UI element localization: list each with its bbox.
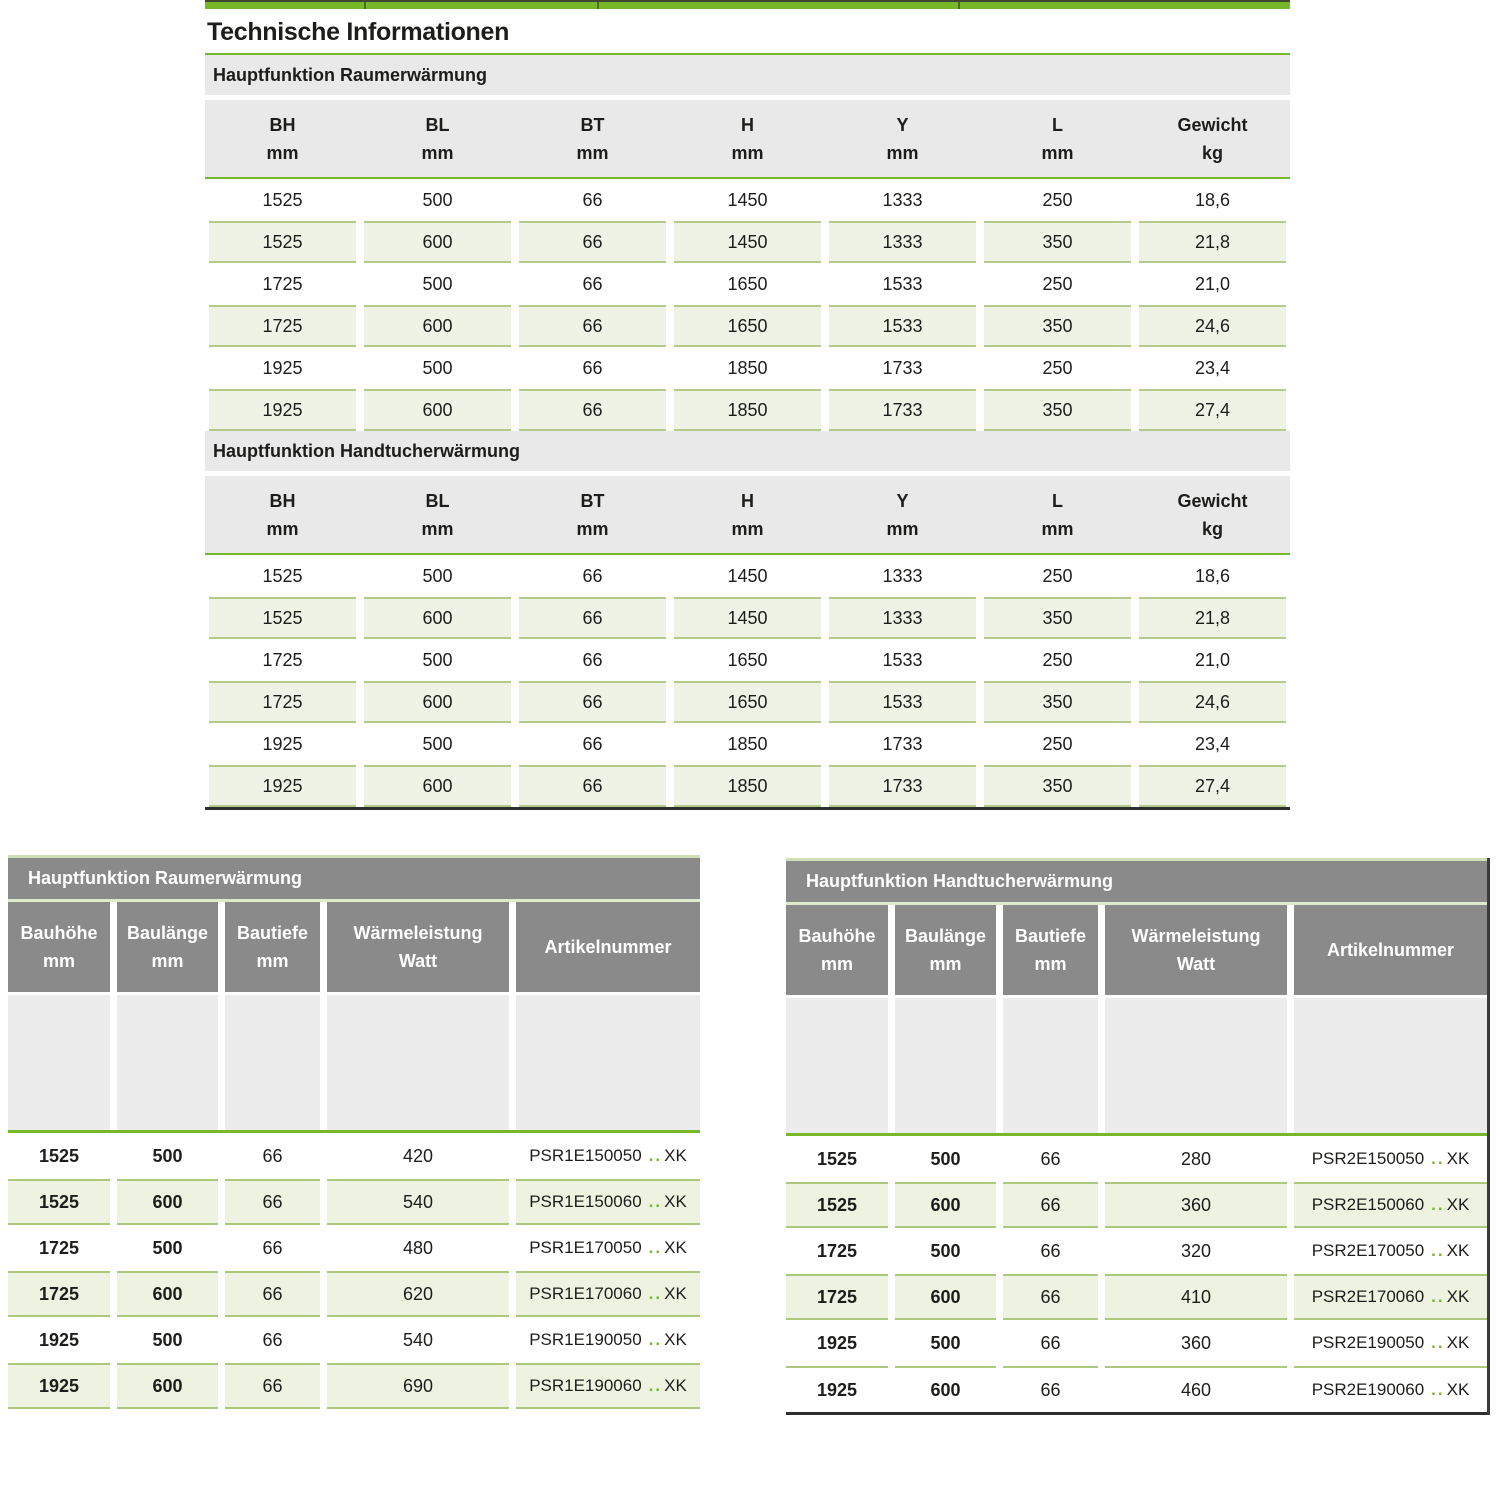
cell-gewicht: 21,0 [1194, 649, 1231, 670]
cell-y: 1533 [829, 681, 976, 723]
cell-h: 1650 [674, 305, 821, 347]
cell-bautiefe: 66 [1003, 1366, 1098, 1412]
cell-h: 1850 [727, 733, 768, 754]
cell-bl: 500 [422, 565, 453, 586]
table-row [786, 1136, 1487, 1182]
column-header-gewicht: Gewicht kg [1177, 490, 1248, 539]
cell-waermeleistung: 540 [402, 1329, 434, 1350]
cell-bl: 600 [364, 305, 511, 347]
cell-bh: 1725 [209, 305, 356, 347]
cell-waermeleistung: 420 [402, 1145, 434, 1166]
column-header-artikelnummer: Artikelnummer [516, 902, 700, 992]
artikel-dots: .. [648, 1376, 663, 1395]
cell-bt: 66 [582, 649, 603, 670]
cell-h: 1450 [727, 565, 768, 586]
cell-h: 1650 [727, 649, 768, 670]
empty-spacer-row [8, 995, 700, 1130]
page-title: Technische Informationen [207, 18, 510, 46]
cell-baulaenge: 500 [152, 1329, 183, 1350]
cell-waermeleistung: 460 [1105, 1366, 1287, 1412]
cell-baulaenge: 500 [930, 1148, 961, 1169]
order-rows [8, 1133, 700, 1409]
artikel-code: PSR2E150060 [1311, 1195, 1425, 1214]
table-row [8, 1363, 700, 1409]
artikel-code: PSR2E190050 [1311, 1333, 1425, 1352]
cell-bh: 1725 [209, 681, 356, 723]
cell-bautiefe: 66 [1040, 1240, 1061, 1261]
bar-tick [958, 2, 960, 9]
table-row [786, 1366, 1487, 1412]
cell-baulaenge: 500 [152, 1145, 183, 1166]
order-column-headers [8, 902, 700, 992]
cell-bt: 66 [519, 389, 666, 431]
cell-bt: 66 [582, 357, 603, 378]
cell-bl: 500 [422, 649, 453, 670]
top-green-bar [205, 0, 1290, 9]
cell-bh: 1525 [262, 565, 303, 586]
column-header-y: Y mm [886, 490, 919, 539]
cell-artikelnummer [516, 1363, 700, 1409]
cell-baulaenge: 500 [930, 1240, 961, 1261]
cell-baulaenge: 600 [895, 1182, 996, 1228]
cell-waermeleistung: 480 [402, 1237, 434, 1258]
cell-waermeleistung: 620 [327, 1271, 509, 1317]
cell-h: 1450 [674, 221, 821, 263]
artikel-suffix: XK [1446, 1333, 1470, 1352]
dimension-rows-raumerwaermung [205, 179, 1290, 431]
artikel-code: PSR2E170050 [1311, 1241, 1425, 1260]
cell-waermeleistung: 280 [1180, 1148, 1212, 1169]
cell-gewicht: 21,8 [1139, 597, 1286, 639]
cell-y: 1333 [882, 189, 923, 210]
cell-bautiefe: 66 [1040, 1332, 1061, 1353]
cell-l: 250 [1042, 189, 1073, 210]
table-row [205, 347, 1290, 389]
cell-baulaenge: 600 [117, 1363, 218, 1409]
column-header-bt: BT mm [576, 490, 609, 539]
column-header-h: H mm [731, 490, 764, 539]
cell-bautiefe: 66 [1003, 1274, 1098, 1320]
cell-waermeleistung: 360 [1105, 1182, 1287, 1228]
artikel-suffix: XK [664, 1146, 687, 1165]
cell-bh: 1525 [209, 221, 356, 263]
artikel-dots: .. [648, 1146, 663, 1165]
table-row [786, 1228, 1487, 1274]
artikel-dots: .. [648, 1330, 663, 1349]
cell-gewicht: 27,4 [1139, 389, 1286, 431]
cell-gewicht: 27,4 [1139, 765, 1286, 807]
artikel-code: PSR1E170060 [529, 1284, 642, 1303]
cell-h: 1850 [674, 389, 821, 431]
order-column-headers [786, 905, 1487, 995]
cell-bt: 66 [519, 221, 666, 263]
artikel-suffix: XK [1446, 1149, 1470, 1168]
table-row [205, 723, 1290, 765]
artikel-code: PSR1E170050 [529, 1238, 642, 1257]
cell-gewicht: 18,6 [1194, 189, 1231, 210]
table-row [205, 555, 1290, 597]
cell-y: 1533 [829, 305, 976, 347]
cell-l: 250 [1042, 273, 1073, 294]
cell-gewicht: 23,4 [1194, 733, 1231, 754]
cell-baulaenge: 600 [895, 1274, 996, 1320]
artikel-code: PSR1E190060 [529, 1376, 642, 1395]
column-header-l: L mm [1041, 114, 1074, 163]
cell-l: 250 [1042, 649, 1073, 670]
cell-bt: 66 [519, 597, 666, 639]
cell-bauhoehe: 1725 [8, 1271, 110, 1317]
column-header-waermeleistung: Wärmeleistung Watt [1105, 905, 1287, 995]
order-table-handtucherwaermung [786, 858, 1490, 1415]
cell-l: 350 [984, 305, 1131, 347]
table-row [8, 1225, 700, 1271]
table-row [786, 1320, 1487, 1366]
artikel-suffix: XK [1446, 1287, 1470, 1306]
order-rows [786, 1136, 1487, 1412]
cell-l: 350 [984, 765, 1131, 807]
cell-bautiefe: 66 [262, 1145, 283, 1166]
cell-waermeleistung: 320 [1180, 1240, 1212, 1261]
artikel-code: PSR1E190050 [529, 1330, 642, 1349]
table-row [786, 1182, 1487, 1228]
cell-bt: 66 [582, 565, 603, 586]
artikel-code: PSR1E150050 [529, 1146, 642, 1165]
cell-l: 250 [1042, 357, 1073, 378]
cell-bl: 600 [364, 221, 511, 263]
cell-bauhoehe: 1525 [8, 1179, 110, 1225]
artikel-suffix: XK [1446, 1195, 1470, 1214]
artikel-code: PSR2E170060 [1311, 1287, 1425, 1306]
cell-waermeleistung: 540 [327, 1179, 509, 1225]
empty-spacer-row [786, 998, 1487, 1133]
table-row [205, 305, 1290, 347]
cell-gewicht: 21,0 [1194, 273, 1231, 294]
table-row [205, 221, 1290, 263]
artikel-code: PSR2E190060 [1311, 1380, 1425, 1399]
artikel-dots: .. [648, 1238, 663, 1257]
cell-artikelnummer [1294, 1366, 1487, 1412]
column-header-bh: BH mm [266, 114, 299, 163]
column-header-artikelnummer: Artikelnummer [1294, 905, 1487, 995]
cell-l: 350 [984, 221, 1131, 263]
cell-bh: 1525 [262, 189, 303, 210]
column-header-bautiefe: Bautiefe mm [1003, 905, 1098, 995]
table-row [205, 639, 1290, 681]
cell-bl: 600 [364, 681, 511, 723]
column-header-gewicht: Gewicht kg [1177, 114, 1248, 163]
table-row [205, 681, 1290, 723]
artikel-dots: .. [1431, 1149, 1445, 1168]
cell-gewicht: 24,6 [1139, 305, 1286, 347]
cell-h: 1650 [727, 273, 768, 294]
column-header-bt: BT mm [576, 114, 609, 163]
cell-bauhoehe: 1525 [816, 1148, 858, 1169]
cell-bl: 600 [364, 597, 511, 639]
cell-bautiefe: 66 [1003, 1182, 1098, 1228]
cell-y: 1533 [882, 273, 923, 294]
column-header-h: H mm [731, 114, 764, 163]
cell-y: 1733 [829, 389, 976, 431]
cell-bl: 600 [364, 765, 511, 807]
cell-bl: 500 [422, 189, 453, 210]
column-header-bl: BL mm [421, 490, 454, 539]
cell-waermeleistung: 360 [1180, 1332, 1212, 1353]
cell-gewicht: 21,8 [1139, 221, 1286, 263]
cell-bautiefe: 66 [225, 1179, 320, 1225]
artikel-dots: .. [648, 1284, 663, 1303]
column-header-bautiefe: Bautiefe mm [225, 902, 320, 992]
cell-l: 250 [1042, 733, 1073, 754]
cell-bauhoehe: 1725 [816, 1240, 858, 1261]
cell-waermeleistung: 410 [1105, 1274, 1287, 1320]
table-row [205, 179, 1290, 221]
cell-h: 1450 [727, 189, 768, 210]
artikel-dots: .. [1431, 1380, 1445, 1399]
cell-waermeleistung: 690 [327, 1363, 509, 1409]
cell-bauhoehe: 1725 [38, 1237, 80, 1258]
cell-bl: 500 [422, 733, 453, 754]
table-row [8, 1317, 700, 1363]
cell-l: 350 [984, 597, 1131, 639]
cell-y: 1733 [829, 765, 976, 807]
table-row [786, 1274, 1487, 1320]
cell-bauhoehe: 1925 [786, 1366, 888, 1412]
cell-l: 350 [984, 681, 1131, 723]
table-row [205, 765, 1290, 807]
cell-bh: 1725 [262, 273, 303, 294]
column-header-y: Y mm [886, 114, 919, 163]
artikel-suffix: XK [1446, 1241, 1470, 1260]
cell-bl: 600 [364, 389, 511, 431]
order-table-title: Hauptfunktion Raumerwärmung [8, 855, 700, 899]
cell-bl: 500 [422, 357, 453, 378]
column-header-baulaenge: Baulänge mm [117, 902, 218, 992]
table-row [8, 1271, 700, 1317]
dimension-rows-handtucherwaermung [205, 555, 1290, 807]
table-row [205, 263, 1290, 305]
table-row [8, 1179, 700, 1225]
table-row [205, 597, 1290, 639]
artikel-dots: .. [1431, 1287, 1445, 1306]
cell-bauhoehe: 1925 [8, 1363, 110, 1409]
cell-bt: 66 [582, 273, 603, 294]
table-row [205, 389, 1290, 431]
cell-bauhoehe: 1925 [38, 1329, 80, 1350]
cell-bautiefe: 66 [262, 1329, 283, 1350]
cell-bauhoehe: 1525 [786, 1182, 888, 1228]
section-header-handtucherwaermung: Hauptfunktion Handtucherwärmung [205, 431, 1290, 471]
cell-gewicht: 24,6 [1139, 681, 1286, 723]
dimension-column-headers [205, 476, 1290, 553]
cell-artikelnummer [1294, 1136, 1487, 1182]
artikel-dots: .. [1431, 1195, 1445, 1214]
cell-bh: 1725 [262, 649, 303, 670]
cell-bh: 1925 [262, 733, 303, 754]
cell-y: 1733 [882, 733, 923, 754]
artikel-suffix: XK [1446, 1380, 1470, 1399]
cell-y: 1533 [882, 649, 923, 670]
cell-bt: 66 [519, 681, 666, 723]
cell-bh: 1525 [209, 597, 356, 639]
cell-bl: 500 [422, 273, 453, 294]
artikel-suffix: XK [664, 1238, 687, 1257]
table-row [8, 1133, 700, 1179]
column-header-l: L mm [1041, 490, 1074, 539]
cell-baulaenge: 600 [117, 1271, 218, 1317]
technical-info-block [205, 0, 1290, 810]
column-header-bh: BH mm [266, 490, 299, 539]
artikel-code: PSR2E150050 [1311, 1149, 1425, 1168]
cell-artikelnummer [1294, 1182, 1487, 1228]
column-header-bauhoehe: Bauhöhe mm [786, 905, 888, 995]
cell-bt: 66 [582, 189, 603, 210]
table-bottom-border [205, 807, 1290, 810]
cell-bauhoehe: 1525 [38, 1145, 80, 1166]
cell-bt: 66 [519, 305, 666, 347]
cell-l: 250 [1042, 565, 1073, 586]
cell-bh: 1925 [209, 765, 356, 807]
section-header-raumerwaermung: Hauptfunktion Raumerwärmung [205, 55, 1290, 95]
bar-tick [364, 2, 366, 9]
cell-artikelnummer [516, 1317, 700, 1363]
table-bottom-border [786, 1412, 1487, 1415]
cell-bautiefe: 66 [225, 1271, 320, 1317]
artikel-suffix: XK [664, 1330, 687, 1349]
cell-baulaenge: 500 [152, 1237, 183, 1258]
cell-bautiefe: 66 [262, 1237, 283, 1258]
order-table-title: Hauptfunktion Handtucherwärmung [786, 858, 1487, 902]
cell-bauhoehe: 1725 [786, 1274, 888, 1320]
cell-bh: 1925 [262, 357, 303, 378]
cell-artikelnummer [516, 1271, 700, 1317]
artikel-suffix: XK [664, 1192, 687, 1211]
artikel-code: PSR1E150060 [529, 1192, 642, 1211]
artikel-suffix: XK [664, 1376, 687, 1395]
cell-h: 1450 [674, 597, 821, 639]
cell-bt: 66 [519, 765, 666, 807]
cell-bautiefe: 66 [225, 1363, 320, 1409]
cell-artikelnummer [516, 1225, 700, 1271]
bar-tick [597, 2, 599, 9]
cell-bautiefe: 66 [1040, 1148, 1061, 1169]
cell-baulaenge: 500 [930, 1332, 961, 1353]
cell-y: 1733 [882, 357, 923, 378]
column-header-waermeleistung: Wärmeleistung Watt [327, 902, 509, 992]
cell-gewicht: 18,6 [1194, 565, 1231, 586]
cell-h: 1850 [727, 357, 768, 378]
cell-bh: 1925 [209, 389, 356, 431]
cell-h: 1850 [674, 765, 821, 807]
cell-artikelnummer [1294, 1274, 1487, 1320]
artikel-dots: .. [1431, 1333, 1445, 1352]
artikel-dots: .. [648, 1192, 663, 1211]
cell-baulaenge: 600 [895, 1366, 996, 1412]
dimension-column-headers [205, 100, 1290, 177]
order-table-raumerwaermung [8, 855, 700, 1409]
cell-artikelnummer [516, 1179, 700, 1225]
artikel-dots: .. [1431, 1241, 1445, 1260]
artikel-suffix: XK [664, 1284, 687, 1303]
cell-artikelnummer [1294, 1228, 1487, 1274]
column-header-bauhoehe: Bauhöhe mm [8, 902, 110, 992]
cell-baulaenge: 600 [117, 1179, 218, 1225]
cell-y: 1333 [882, 565, 923, 586]
cell-y: 1333 [829, 221, 976, 263]
cell-artikelnummer [1294, 1320, 1487, 1366]
cell-bt: 66 [582, 733, 603, 754]
cell-y: 1333 [829, 597, 976, 639]
cell-gewicht: 23,4 [1194, 357, 1231, 378]
column-header-bl: BL mm [421, 114, 454, 163]
cell-l: 350 [984, 389, 1131, 431]
column-header-baulaenge: Baulänge mm [895, 905, 996, 995]
cell-h: 1650 [674, 681, 821, 723]
cell-artikelnummer [516, 1133, 700, 1179]
cell-bauhoehe: 1925 [816, 1332, 858, 1353]
